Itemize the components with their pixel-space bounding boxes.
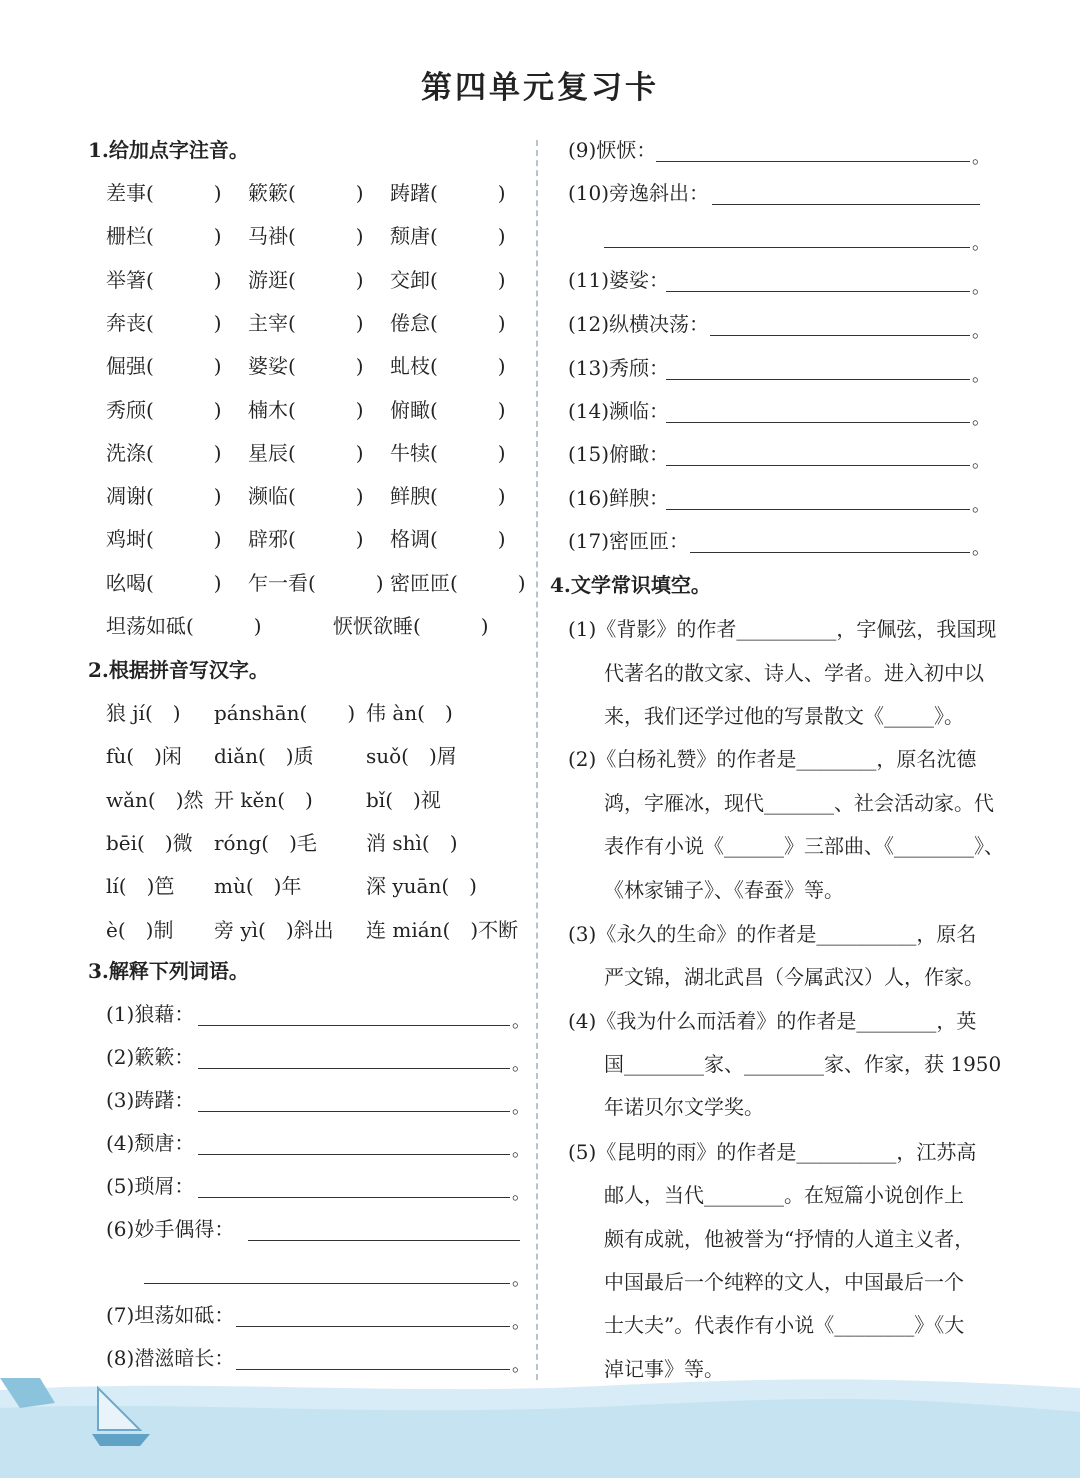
definition-item: (11)婆娑：	[568, 268, 670, 292]
hanzi-item: 伟 àn( )	[366, 701, 453, 725]
definition-item: (9)恹恹：	[568, 138, 657, 162]
end-period: 。	[512, 1183, 530, 1204]
pinyin-item: 踌躇( )	[390, 181, 506, 205]
literature-line: 代著名的散文家、诗人、学者。进入初中以	[604, 661, 984, 685]
section-1-heading: 1.给加点字注音。	[88, 138, 249, 162]
definition-item: (3)踌躇：	[106, 1088, 195, 1112]
section-3-heading: 3.解释下列词语。	[88, 959, 249, 983]
hanzi-item: diǎn( )质	[214, 744, 314, 769]
literature-line: 表作有小说《______》三部曲、《________》、	[604, 834, 1004, 858]
hanzi-item: fù( )闲	[106, 744, 182, 769]
hanzi-item: bǐ( )视	[366, 787, 441, 812]
pinyin-item: 鸡埘( )	[106, 527, 222, 552]
literature-line: 来，我们还学过他的写景散文《_____》。	[604, 704, 964, 728]
pinyin-item: 婆娑( )	[248, 354, 364, 379]
definition-item: (10)旁逸斜出：	[568, 181, 710, 205]
answer-line[interactable]	[666, 509, 970, 510]
end-period: 。	[512, 1355, 530, 1376]
pinyin-item: 马褂( )	[248, 224, 364, 249]
definition-item: (14)濒临：	[568, 399, 670, 423]
end-period: 。	[512, 1097, 530, 1118]
literature-line: (3)《永久的生命》的作者是__________，原名	[568, 922, 977, 946]
answer-line[interactable]	[666, 291, 970, 292]
definition-item: (17)密匝匝：	[568, 529, 690, 553]
end-period: 。	[972, 495, 990, 516]
literature-line: 鸿，字雁冰，现代_______、社会活动家。代	[604, 791, 994, 815]
literature-line: 淖记事》等。	[604, 1357, 724, 1381]
pinyin-item: 簌簌( )	[248, 181, 364, 205]
hanzi-item: 狼 jí( )	[106, 701, 181, 725]
answer-line[interactable]	[198, 1197, 510, 1198]
answer-line[interactable]	[236, 1369, 510, 1370]
hanzi-item: róng( )毛	[214, 830, 317, 855]
literature-line: 颇有成就，他被誉为“抒情的人道主义者，	[604, 1227, 975, 1251]
literature-line: 中国最后一个纯粹的文人，中国最后一个	[604, 1270, 964, 1294]
literature-line: (2)《白杨礼赞》的作者是________，原名沈德	[568, 747, 977, 771]
literature-line: (5)《昆明的雨》的作者是__________，江苏高	[568, 1140, 977, 1164]
answer-line[interactable]	[690, 552, 970, 553]
pinyin-item: 星辰( )	[248, 440, 364, 465]
wave-decoration	[0, 1378, 1080, 1478]
literature-line: 《林家铺子》、《春蚕》等。	[604, 878, 844, 902]
pinyin-item: 格调( )	[390, 527, 506, 552]
hanzi-item: pánshān( )	[214, 701, 356, 725]
end-period: 。	[512, 1011, 530, 1032]
end-period: 。	[972, 365, 990, 386]
definition-item: (4)颓唐：	[106, 1131, 195, 1155]
pinyin-item: 鲜腴( )	[390, 484, 506, 509]
pinyin-item: 洗涤( )	[106, 440, 222, 465]
answer-line[interactable]	[248, 1240, 520, 1241]
pinyin-item: 辟邪( )	[248, 527, 364, 552]
pinyin-item: 牛犊( )	[390, 440, 506, 465]
pinyin-item: 交卸( )	[390, 267, 506, 292]
definition-item: (13)秀颀：	[568, 356, 670, 380]
hanzi-item: lí( )笆	[106, 874, 175, 899]
hanzi-item: suǒ( )屑	[366, 744, 457, 769]
hanzi-item: 开 kěn( )	[214, 787, 313, 812]
answer-line[interactable]	[666, 379, 970, 380]
pinyin-item: 坦荡如砥( )	[106, 614, 262, 638]
answer-line[interactable]	[712, 204, 980, 205]
hanzi-item: 消 shì( )	[366, 830, 458, 855]
hanzi-item: è( )制	[106, 917, 174, 942]
answer-line[interactable]	[236, 1326, 510, 1327]
column-divider	[536, 140, 538, 1380]
answer-line[interactable]	[198, 1154, 510, 1155]
definition-item: (8)潜滋暗长：	[106, 1346, 235, 1370]
hanzi-item: wǎn( )然	[106, 787, 204, 812]
pinyin-item: 俯瞰( )	[390, 397, 506, 422]
pinyin-item: 游逛( )	[248, 267, 364, 292]
literature-line: 严文锦，湖北武昌（今属武汉）人，作家。	[604, 965, 984, 989]
end-period: 。	[972, 233, 990, 254]
answer-line[interactable]	[198, 1025, 510, 1026]
answer-line[interactable]	[656, 161, 970, 162]
literature-line: 士大夫”。代表作有小说《________》《大	[604, 1313, 965, 1337]
answer-line[interactable]	[710, 335, 970, 336]
pinyin-item: 栅栏( )	[106, 224, 222, 249]
pinyin-item: 恹恹欲睡( )	[333, 614, 489, 638]
pinyin-item: 举箸( )	[106, 267, 222, 292]
answer-line[interactable]	[666, 465, 970, 466]
end-period: 。	[512, 1312, 530, 1333]
answer-line[interactable]	[666, 422, 970, 423]
literature-line: 邮人，当代________。在短篇小说创作上	[604, 1183, 964, 1207]
definition-item: (1)狼藉：	[106, 1002, 195, 1026]
end-period: 。	[972, 451, 990, 472]
section-2-heading: 2.根据拼音写汉字。	[88, 658, 269, 682]
end-period: 。	[512, 1140, 530, 1161]
literature-line: 年诺贝尔文学奖。	[604, 1095, 764, 1119]
pinyin-item: 虬枝( )	[390, 354, 506, 379]
definition-item: (2)簌簌：	[106, 1045, 195, 1069]
pinyin-item: 密匝匝( )	[390, 570, 526, 595]
pinyin-item: 凋谢( )	[106, 484, 222, 509]
end-period: 。	[972, 277, 990, 298]
hanzi-item: 连 mián( )不断	[366, 917, 519, 942]
hanzi-item: 旁 yì( )斜出	[214, 917, 334, 942]
hanzi-item: bēi( )微	[106, 830, 193, 855]
pinyin-item: 秀颀( )	[106, 397, 222, 422]
end-period: 。	[512, 1269, 530, 1290]
answer-line[interactable]	[604, 247, 970, 248]
pinyin-item: 倔强( )	[106, 354, 222, 379]
pinyin-item: 濒临( )	[248, 484, 364, 509]
hanzi-item: 深 yuān( )	[366, 874, 477, 899]
definition-item: (15)俯瞰：	[568, 442, 670, 466]
pinyin-item: 差事( )	[106, 181, 222, 205]
definition-item: (16)鲜腴：	[568, 486, 670, 510]
end-period: 。	[512, 1054, 530, 1075]
pinyin-item: 颓唐( )	[390, 224, 506, 249]
end-period: 。	[972, 408, 990, 429]
pinyin-item: 乍一看( )	[248, 570, 384, 595]
literature-line: 国________家、________家、作家，获 1950	[604, 1052, 1002, 1076]
pinyin-item: 奔丧( )	[106, 310, 222, 335]
definition-item: (7)坦荡如砥：	[106, 1303, 235, 1327]
definition-item: (5)琐屑：	[106, 1174, 195, 1198]
literature-line: (4)《我为什么而活着》的作者是________，英	[568, 1009, 977, 1033]
end-period: 。	[972, 147, 990, 168]
end-period: 。	[972, 538, 990, 559]
pinyin-item: 主宰( )	[248, 310, 364, 335]
definition-item: (12)纵横决荡：	[568, 312, 710, 336]
page-title: 第四单元复习卡	[421, 70, 659, 106]
definition-item: (6)妙手偶得：	[106, 1217, 235, 1241]
section-4-heading: 4.文学常识填空。	[550, 573, 711, 597]
literature-line: (1)《背影》的作者__________，字佩弦，我国现	[568, 617, 997, 641]
end-period: 。	[972, 321, 990, 342]
answer-line[interactable]	[198, 1111, 510, 1112]
answer-line[interactable]	[198, 1068, 510, 1069]
pinyin-item: 吆喝( )	[106, 570, 222, 595]
pinyin-item: 倦怠( )	[390, 310, 506, 335]
pinyin-item: 楠木( )	[248, 397, 364, 422]
answer-line[interactable]	[144, 1283, 510, 1284]
hanzi-item: mù( )年	[214, 874, 302, 899]
